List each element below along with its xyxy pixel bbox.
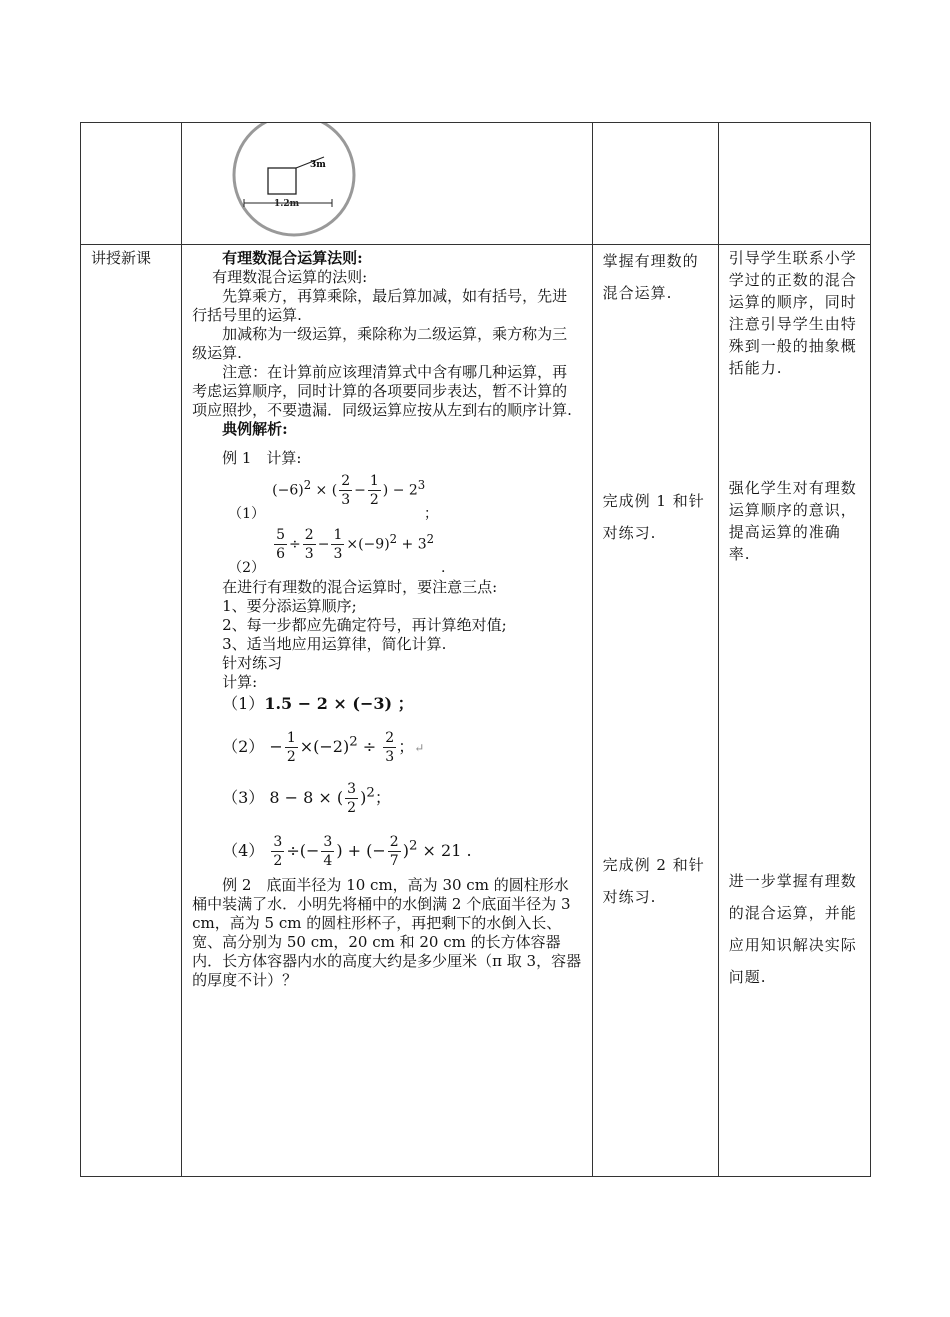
table-row-lesson [81,245,871,1177]
note-3: 3、适当地应用运算律，简化计算. [222,635,447,653]
intent-cell-empty [718,123,870,245]
practice-label-1: （1） [222,694,265,713]
stage-cell-empty [81,123,182,245]
practice-expr-1: 1.5 − 2 × (−3) ； [264,694,414,713]
example-1-item-1: $(-6)^2$ × ( $\frac{2}{3}$ − $\frac{1}{2}$ ) − $2^3$ （1） ； [228,473,439,522]
example-1-title: 例 1 计算: [222,449,302,467]
practice-subtitle: 计算: [222,673,258,691]
content-cell [182,245,593,1177]
rules-paragraph-2: 加减称为一级运算，乘除称为二级运算，乘方称为三级运算. [192,325,568,362]
width-label: 1.2m [274,199,300,209]
circle-square-figure [224,123,364,239]
student-activity-2: 完成例 1 和针对练习. [602,492,705,542]
practice-title: 针对练习 [222,654,283,672]
practice-label-3: （3） [222,788,265,807]
design-intent-3: 进一步掌握有理数的混合运算，并能应用知识解决实际问题. [728,872,857,986]
practice-label-2: （2） [222,737,265,756]
example-1-end-1: ； [424,506,439,522]
example-1-item-2: $\frac{5}{6}$ ÷ $\frac{2}{3}$ − $\frac{1}{3}$ $\times(-9)^2 + 3^2$ （2） . [228,527,446,576]
practice-item-1 [192,694,582,713]
rules-intro: 有理数混合运算的法则: [212,268,368,286]
student-activity-3: 完成例 2 和针对练习. [602,856,705,906]
design-intent-2: 强化学生对有理数运算顺序的意识，提高运算的准确率. [728,479,857,563]
practice-item-3: （3） 8 − 8 × ( $\frac{3}{2}$ )$^2$； [222,781,391,816]
student-activity-1: 掌握有理数的混合运算. [602,252,699,302]
note-2: 2、每一步都应先确定符号，再计算绝对值; [222,616,507,634]
example-2-text: 例 2 底面半径为 10 cm，高为 30 cm 的圆柱形水桶中装满了水．小明先将桶中的水倒满 2 个底面半径为 3 cm，高为 5 cm 的圆柱形杯子，再把剩下的水倒入长、宽、高分别为 50 cm，20 cm 和 20 cm 的长方体容器内．长方体容器内水的高度大约是多少厘米（π 取 3，容器的厚度不计）？ [192,876,582,989]
figure-cell [182,123,593,245]
stage-label: 讲授新课 [91,249,152,267]
practice-item-2: （2） − $\frac{1}{2}$ $\times(-2)^2$ ÷ $\frac{2}{3}$ ；↵ [222,730,425,765]
stage-cell [81,245,182,1177]
rules-paragraph-1: 先算乘方，再算乘除，最后算加减，如有括号，先进行括号里的运算. [192,287,568,324]
practice-item-4: （4） $\frac{3}{2}$ ÷(− $\frac{3}{4}$ ) + (− $\frac{2}{7}$ )$^2$ × 21 . [222,834,472,869]
example-1-end-2: . [441,560,446,576]
design-intent-cell [718,245,870,1177]
rules-heading: 有理数混合运算法则: [222,249,363,267]
student-activity-cell [592,245,718,1177]
rules-paragraph-3: 注意：在计算前应该理清算式中含有哪几种运算，再考虑运算顺序，同时计算的各项要同步表达，暂不计算的项应照抄，不要遗漏．同级运算应按从左到右的顺序计算. [192,363,572,419]
example-1-label-2: （2） [228,560,266,576]
practice-label-4: （4） [222,841,265,860]
examples-heading: 典例解析: [222,420,288,438]
design-intent-1: 引导学生联系小学学过的正数的混合运算的顺序，同时注意引导学生由特殊到一般的抽象概括能力. [728,249,857,377]
student-cell-empty [592,123,718,245]
radius-label: 3m [310,160,326,170]
example-1-label-1: （1） [228,506,259,522]
table-row-figure [81,123,871,245]
note-1: 1、要分添运算顺序; [222,597,357,615]
lesson-table [80,122,871,1177]
notes-intro: 在进行有理数的混合运算时，要注意三点: [222,578,498,596]
